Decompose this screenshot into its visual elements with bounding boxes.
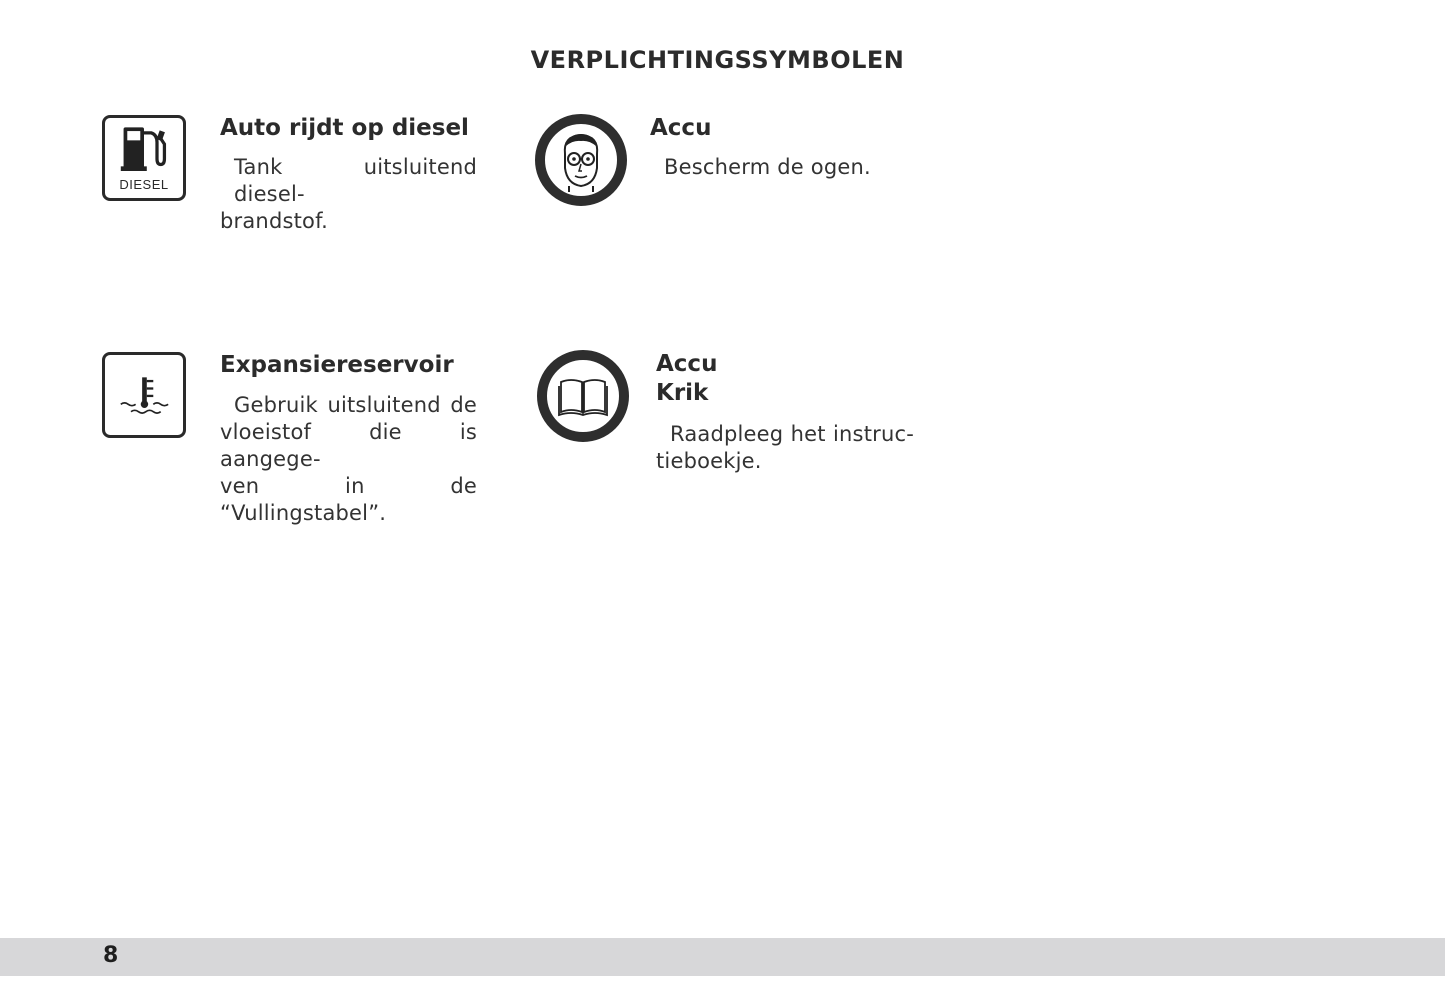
coolant-level-icon <box>102 352 186 438</box>
symbol-description-diesel <box>220 154 477 235</box>
footer-bar <box>0 938 1445 976</box>
eye-protection-face-icon <box>535 114 627 206</box>
description-line: Bescherm de ogen. <box>664 155 871 179</box>
description-line: vloeistof die is aangege- <box>220 420 477 471</box>
symbol-heading-diesel: Auto rijdt op diesel <box>220 115 469 141</box>
description-line: tieboekje. <box>656 449 762 473</box>
description-line: Raadpleeg het instruc- <box>670 422 914 446</box>
symbol-description-expansiereservoir <box>220 392 477 527</box>
symbol-heading-accu: Accu <box>650 115 712 141</box>
description-line: brandstof. <box>220 209 329 233</box>
symbol-heading-accu-krik <box>656 350 717 408</box>
description-line: ven in de “Vullingstabel”. <box>220 474 477 525</box>
symbol-heading-expansiereservoir: Expansiereservoir <box>220 352 454 378</box>
description-line: Tank uitsluitend diesel- <box>234 155 477 206</box>
page-title: VERPLICHTINGSSYMBOLEN <box>530 46 905 74</box>
page-number: 8 <box>103 943 119 968</box>
heading-line: Krik <box>656 380 709 406</box>
symbol-description-accu <box>650 154 910 181</box>
instruction-book-icon <box>537 350 629 442</box>
diesel-fuel-pump-icon <box>102 115 186 201</box>
heading-line: Accu <box>656 351 718 377</box>
symbol-description-accu-krik <box>656 421 914 475</box>
diesel-icon-label: DIESEL <box>119 177 169 192</box>
description-line: Gebruik uitsluitend de <box>234 393 477 417</box>
